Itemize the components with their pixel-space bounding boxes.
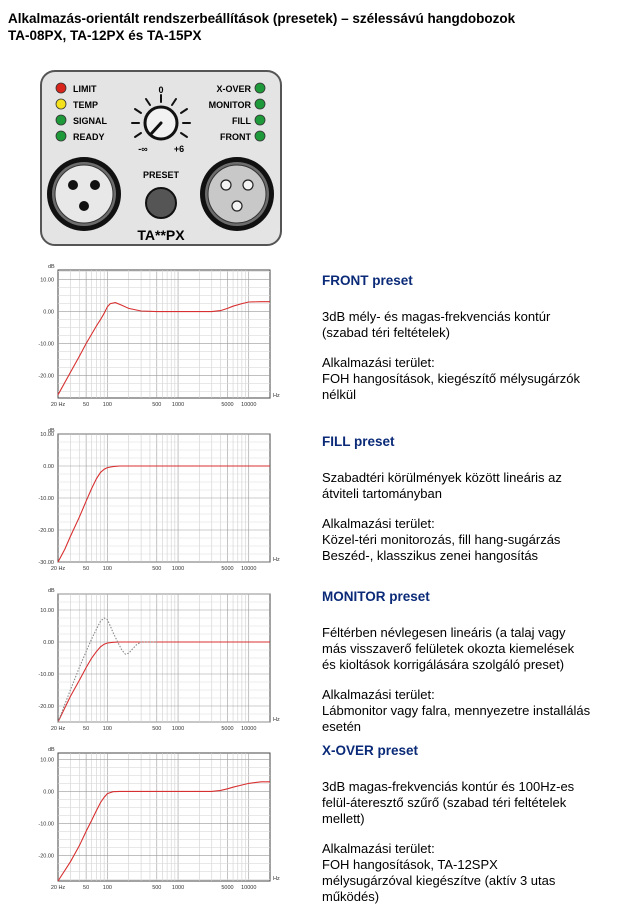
knob-label-max: +6 (173, 144, 185, 154)
control-panel-illustration (40, 70, 282, 246)
led-label-fill: FILL (232, 116, 251, 126)
x-axis-unit: Hz (273, 876, 280, 882)
x-tick-label: 1000 (171, 885, 185, 891)
y-tick-label: -10.00 (38, 341, 54, 348)
fill-preset-chart (28, 424, 290, 574)
front-preset-description (322, 273, 622, 403)
x-tick-label: 100 (102, 566, 112, 572)
x-tick-label: 20 Hz (50, 885, 66, 891)
x-tick-label: 500 (152, 566, 162, 572)
x-tick-label: 5000 (221, 726, 234, 732)
x-tick-label: 500 (152, 885, 162, 891)
x-tick-label: 1000 (171, 402, 185, 408)
y-tick-label: -10.00 (38, 821, 54, 828)
y-tick-label: 0.00 (43, 464, 54, 470)
x-tick-label: 50 (83, 402, 90, 408)
y-tick-label: -20.00 (38, 853, 54, 860)
led-limit (56, 83, 97, 94)
x-tick-label: 10000 (241, 566, 257, 572)
x-tick-label: 1000 (171, 726, 185, 732)
y-axis-unit: dB (48, 747, 55, 753)
page-title (8, 10, 515, 44)
title-line-2: TA-08PX, TA-12PX és TA-15PX (8, 28, 202, 43)
front-preset-text: 3dB mély- és magas-frekvenciás kontúr (szabad téri feltételek) (322, 309, 551, 340)
y-axis-unit: dB (48, 428, 55, 434)
x-tick-label: 20 Hz (50, 402, 66, 408)
x-tick-label: 10000 (241, 726, 257, 732)
x-tick-label: 1000 (171, 566, 185, 572)
y-axis-unit: dB (48, 588, 55, 594)
monitor-preset-text: Féltérben névlegesen lineáris (a talaj vagy más visszaverő felületek okozta kiemelések és kioltások korrigálására szolgáló preset) (322, 625, 575, 672)
title-line-1: Alkalmazás-orientált rendszerbeállítások (presetek) – szélessávú hangdobozok (8, 11, 516, 26)
x-tick-label: 500 (152, 726, 162, 732)
model-label: TA**PX (137, 227, 185, 243)
y-tick-label: -30.00 (38, 560, 54, 566)
x-axis-unit: Hz (273, 557, 280, 563)
x-tick-label: 5000 (221, 885, 234, 891)
fill-preset-application: Alkalmazási terület: Közel-téri monitorozás, fill hang-sugárzás Beszéd-, klasszikus zenei hangosítás (322, 516, 561, 563)
x-tick-label: 10000 (241, 885, 257, 891)
y-tick-label: -20.00 (38, 528, 54, 534)
led-label-limit: LIMIT (73, 84, 97, 94)
led-x-over (216, 83, 265, 94)
preset-label: PRESET (142, 170, 180, 180)
y-tick-label: 10.00 (40, 608, 54, 614)
plot-area (58, 753, 270, 881)
y-tick-label: -10.00 (38, 496, 54, 502)
xlr-output-connector (200, 157, 274, 231)
y-tick-label: -20.00 (38, 373, 54, 380)
monitor-preset-heading: MONITOR preset (322, 589, 430, 604)
x-tick-label: 100 (102, 885, 112, 891)
led-label-monitor: MONITOR (208, 100, 251, 110)
x-tick-label: 5000 (221, 566, 234, 572)
fill-preset-description (322, 434, 622, 564)
led-label-temp: TEMP (73, 100, 99, 110)
x-tick-label: 50 (83, 566, 90, 572)
x-tick-label: 500 (152, 402, 162, 408)
x-axis-unit: Hz (273, 393, 280, 399)
led-label-x-over: X-OVER (216, 84, 251, 94)
front-preset-chart (28, 260, 290, 410)
x-over-preset-application: Alkalmazási terület: FOH hangosítások, TA-12SPX mélysugárzóval kiegészítve (aktív 3 utas működés) (322, 841, 556, 904)
plot-area (58, 270, 270, 398)
led-label-signal: SIGNAL (73, 116, 108, 126)
x-tick-label: 50 (83, 726, 90, 732)
monitor-preset-application: Alkalmazási terület: Lábmonitor vagy falra, mennyezetre installálás esetén (322, 687, 591, 734)
knob-label-min: -∞ (138, 144, 148, 154)
front-preset-application: Alkalmazási terület: FOH hangosítások, kiegészítő mélysugárzók nélkül (322, 355, 580, 402)
x-tick-label: 50 (83, 885, 90, 891)
monitor-preset-description (322, 589, 622, 735)
x-over-preset-text: 3dB magas-frekvenciás kontúr és 100Hz-es felül-áteresztő szűrő (szabad téri feltételek mellett) (322, 779, 575, 826)
y-tick-label: 0.00 (43, 640, 54, 646)
x-tick-label: 10000 (241, 402, 257, 408)
y-axis-unit: dB (48, 264, 55, 270)
knob-label-zero: 0 (158, 85, 164, 95)
y-tick-label: 0.00 (43, 789, 54, 796)
x-over-preset-description (322, 743, 622, 905)
x-tick-label: 100 (102, 402, 112, 408)
led-label-front: FRONT (220, 132, 251, 142)
y-tick-label: 10.00 (40, 277, 54, 284)
y-tick-label: 10.00 (40, 757, 54, 764)
led-ready (56, 131, 105, 142)
preset-button (143, 170, 180, 218)
x-tick-label: 20 Hz (50, 566, 66, 572)
led-front (220, 131, 265, 142)
y-tick-label: 10.00 (40, 432, 54, 438)
fill-preset-heading: FILL preset (322, 434, 395, 449)
y-tick-label: -10.00 (38, 672, 54, 678)
led-temp (56, 99, 98, 110)
x-tick-label: 20 Hz (50, 726, 66, 732)
y-tick-label: -20.00 (38, 704, 54, 710)
x-over-preset-chart (28, 743, 290, 893)
xlr-input-connector (47, 157, 121, 231)
front-preset-heading: FRONT preset (322, 273, 413, 288)
x-axis-unit: Hz (273, 717, 280, 723)
x-over-preset-heading: X-OVER preset (322, 743, 419, 758)
x-tick-label: 5000 (221, 402, 234, 408)
y-tick-label: 0.00 (43, 309, 54, 316)
fill-preset-text: Szabadtéri körülmények között lineáris az átviteli tartományban (322, 470, 562, 501)
led-label-ready: READY (73, 132, 105, 142)
monitor-preset-chart (28, 584, 290, 734)
led-fill (232, 115, 265, 126)
led-signal (56, 115, 108, 126)
x-tick-label: 100 (102, 726, 112, 732)
